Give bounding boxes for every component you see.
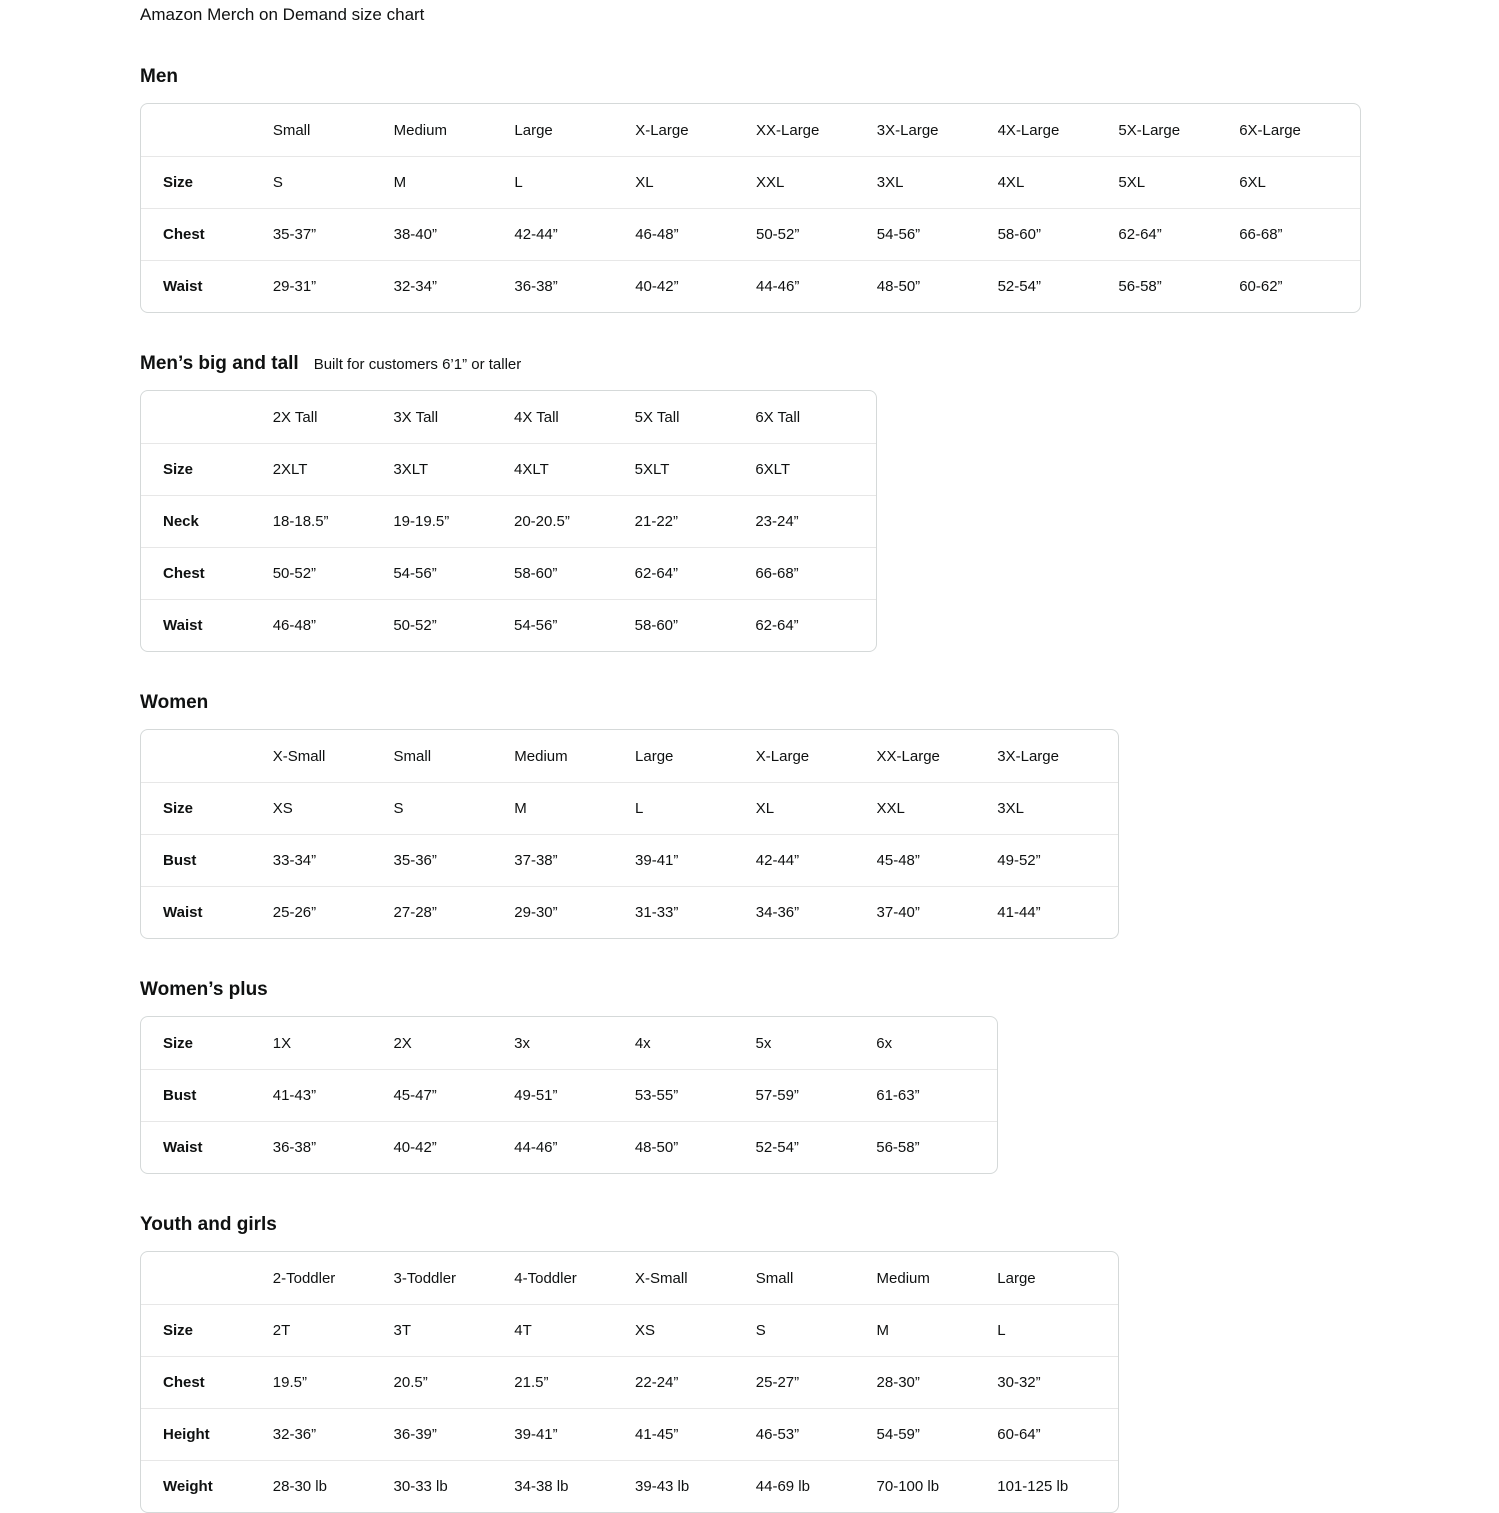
value-cell: 3T [393,1322,412,1339]
value-cell: 27-28” [393,904,437,921]
column-header-cell: 5X-Large [1118,121,1181,139]
column-header-cell: 3-Toddler [393,1269,457,1287]
size-table-mens-big-and-tall [140,390,877,652]
value-cell: 4XL [997,174,1025,191]
column-header-cell: Medium [876,1269,930,1287]
value-cell: 62-64” [755,617,799,634]
column-header-cell: 2-Toddler [272,1269,336,1287]
table-header-row [141,1252,1118,1304]
value-cell: 101-125 lb [997,1478,1069,1495]
value-cell: 52-54” [997,278,1041,295]
value-cell: 6XL [1239,174,1266,191]
value-cell: 33-34” [272,852,317,869]
value-cell: 28-30 lb [272,1478,327,1495]
column-header-cell: Small [272,121,311,139]
row-label-cell: Waist [163,278,203,295]
value-cell: 35-36” [393,852,437,869]
table-header-row [141,104,1360,156]
table-row-waist [141,260,1360,312]
value-cell: 41-44” [997,904,1041,921]
value-cell: 41-43” [272,1087,317,1104]
value-cell: 40-42” [635,278,679,295]
value-cell: 50-52” [393,617,437,634]
value-cell: 46-48” [635,226,679,243]
size-table-men [140,103,1361,313]
value-cell: XL [755,800,775,817]
value-cell: 2XLT [272,461,308,478]
row-label-cell: Weight [163,1478,213,1495]
value-cell: 20.5” [393,1374,428,1391]
value-cell: 44-46” [514,1139,558,1156]
value-cell: 41-45” [635,1426,679,1443]
value-cell: 56-58” [876,1139,920,1156]
value-cell: 2T [272,1322,291,1339]
value-cell: 22-24” [635,1374,679,1391]
value-cell: 25-27” [755,1374,800,1391]
section-heading-womens-plus: Women’s plus [140,979,268,1000]
value-cell: 70-100 lb [876,1478,940,1495]
value-cell: XS [272,800,293,817]
column-header-cell: 4X Tall [514,408,559,426]
value-cell: 23-24” [755,513,799,530]
value-cell: 50-52” [272,565,317,582]
section-heading-row-mens-big-and-tall [140,353,1499,375]
value-cell: 6x [876,1034,893,1052]
value-cell: S [272,174,283,191]
value-cell: M [876,1322,890,1339]
table-row-size [141,443,876,495]
value-cell: 2X [393,1034,412,1052]
table-row-waist [141,599,876,651]
value-cell: XXL [756,174,785,191]
row-label-cell: Size [163,461,194,478]
value-cell: XL [635,174,654,191]
value-cell: 61-63” [876,1087,920,1104]
section-heading-row-women [140,692,1499,714]
value-cell: 62-64” [1118,226,1162,243]
value-cell: 30-32” [997,1374,1041,1391]
table-row-chest [141,1356,1118,1408]
value-cell: 36-38” [514,278,558,295]
value-cell: 54-56” [514,617,558,634]
value-cell: 6XLT [755,461,791,478]
value-cell: L [997,1322,1006,1339]
value-cell: 58-60” [634,617,679,634]
value-cell: 57-59” [755,1087,799,1104]
value-cell: 34-36” [755,904,800,921]
column-header-cell: 6X Tall [755,408,801,426]
value-cell: XS [635,1322,656,1339]
column-header-cell: 5X Tall [634,408,680,426]
value-cell: 5XLT [634,461,670,478]
value-cell: 66-68” [755,565,799,582]
value-cell: 36-38” [272,1139,317,1156]
table-row-weight [141,1460,1118,1512]
value-cell: 46-48” [272,617,317,634]
value-cell: 58-60” [997,226,1041,243]
table-row-neck [141,495,876,547]
table-header-row [141,391,876,443]
column-header-cell: Small [755,1269,794,1287]
value-cell: 54-59” [876,1426,920,1443]
column-header-cell: XX-Large [756,121,820,139]
table-row-waist [141,886,1118,938]
value-cell: 5XL [1118,174,1146,191]
value-cell: 3x [514,1034,530,1052]
section-heading-women: Women [140,692,209,713]
value-cell: 52-54” [755,1139,799,1156]
size-table-womens-plus [140,1016,998,1174]
column-header-cell: X-Large [755,747,810,765]
value-cell: 34-38 lb [514,1478,569,1495]
value-cell: M [514,800,527,817]
section-heading-youth-and-girls: Youth and girls [140,1214,277,1235]
value-cell: 4T [514,1322,532,1339]
value-cell: 21-22” [634,513,679,530]
section-heading-row-men [140,66,1499,88]
table-row-height [141,1408,1118,1460]
value-cell: 66-68” [1239,226,1283,243]
column-header-cell: 3X Tall [393,408,439,426]
row-label-cell: Chest [163,226,205,243]
value-cell: XXL [876,800,905,817]
value-cell: 44-46” [756,278,800,295]
table-row-bust [141,1069,997,1121]
size-table-women [140,729,1119,939]
value-cell: 21.5” [514,1374,549,1391]
value-cell: 48-50” [876,278,921,295]
value-cell: 32-34” [393,278,437,295]
section-heading-men: Men [140,66,178,87]
column-header-cell: X-Small [635,1269,688,1287]
value-cell: 62-64” [634,565,679,582]
column-header-cell: Large [997,1269,1036,1287]
section-subtitle-mens-big-and-tall: Built for customers 6’1” or taller [313,356,522,373]
table-row-waist [141,1121,997,1173]
value-cell: 50-52” [756,226,800,243]
column-header-cell: Medium [514,747,568,765]
column-header-cell: Large [514,121,553,139]
value-cell: 31-33” [635,904,679,921]
value-cell: 37-40” [876,904,920,921]
value-cell: 5x [755,1034,772,1052]
table-row-bust [141,834,1118,886]
row-label-cell: Bust [163,852,197,869]
column-header-cell: Large [635,747,674,765]
column-header-cell: 4X-Large [997,121,1060,139]
row-label-cell: Size [163,800,194,817]
value-cell: 39-41” [635,852,679,869]
row-label-cell: Size [163,174,194,191]
value-cell: 25-26” [272,904,317,921]
column-header-cell: X-Large [635,121,689,139]
row-label-cell: Height [163,1426,210,1443]
value-cell: 19-19.5” [393,513,450,530]
value-cell: 36-39” [393,1426,437,1443]
value-cell: 18-18.5” [272,513,329,530]
row-label-cell: Chest [163,1374,205,1391]
table-row-size [141,782,1118,834]
size-chart-sections [140,66,1499,1513]
row-label-cell: Size [163,1322,194,1339]
column-header-cell: 6X-Large [1239,121,1301,139]
row-label-cell: Size [163,1034,194,1052]
value-cell: 3XLT [393,461,429,478]
row-label-cell: Neck [163,513,199,530]
table-row-size [141,1017,997,1069]
value-cell: 39-43 lb [635,1478,690,1495]
section-heading-row-womens-plus [140,979,1499,1001]
value-cell: L [514,174,523,191]
value-cell: L [635,800,644,817]
value-cell: 32-36” [272,1426,317,1443]
section-heading-row-youth-and-girls [140,1214,1499,1236]
value-cell: 30-33 lb [393,1478,448,1495]
value-cell: 4XLT [514,461,549,478]
value-cell: 45-48” [876,852,920,869]
value-cell: 3XL [876,174,904,191]
value-cell: 40-42” [393,1139,437,1156]
column-header-cell: Small [393,747,432,765]
size-table-youth-and-girls [140,1251,1119,1513]
value-cell: 54-56” [393,565,437,582]
value-cell: 38-40” [393,226,437,243]
value-cell: 37-38” [514,852,558,869]
value-cell: 60-64” [997,1426,1041,1443]
value-cell: 42-44” [514,226,558,243]
column-header-cell: X-Small [272,747,326,765]
value-cell: 44-69 lb [755,1478,810,1495]
value-cell: 29-30” [514,904,558,921]
table-row-size [141,156,1360,208]
value-cell: M [393,174,407,191]
value-cell: S [393,800,404,817]
value-cell: 1X [272,1034,292,1052]
value-cell: 54-56” [876,226,921,243]
column-header-cell: 2X Tall [272,408,318,426]
value-cell: 28-30” [876,1374,920,1391]
value-cell: 53-55” [634,1087,679,1104]
value-cell: 60-62” [1239,278,1283,295]
table-row-chest [141,208,1360,260]
column-header-cell: 3X-Large [876,121,939,139]
value-cell: 48-50” [634,1139,679,1156]
value-cell: 35-37” [272,226,317,243]
value-cell: 58-60” [514,565,558,582]
value-cell: 19.5” [272,1374,307,1391]
section-heading-mens-big-and-tall: Men’s big and tall [140,353,299,374]
value-cell: 29-31” [272,278,317,295]
row-label-cell: Waist [163,904,203,921]
table-header-row [141,730,1118,782]
value-cell: S [755,1322,766,1339]
column-header-cell: Medium [393,121,447,139]
value-cell: 3XL [997,800,1024,817]
value-cell: 49-51” [514,1087,558,1104]
value-cell: 4x [634,1034,651,1052]
value-cell: 49-52” [997,852,1041,869]
row-label-cell: Waist [163,617,203,634]
value-cell: 56-58” [1118,278,1162,295]
row-label-cell: Bust [163,1087,197,1104]
column-header-cell: 4-Toddler [514,1269,577,1287]
value-cell: 42-44” [755,852,800,869]
page-title: Amazon Merch on Demand size chart [140,5,425,24]
table-row-size [141,1304,1118,1356]
value-cell: 39-41” [514,1426,558,1443]
value-cell: 45-47” [393,1087,437,1104]
row-label-cell: Waist [163,1139,203,1156]
row-label-cell: Chest [163,565,205,582]
column-header-cell: XX-Large [876,747,940,765]
value-cell: 46-53” [755,1426,800,1443]
table-row-chest [141,547,876,599]
value-cell: 20-20.5” [514,513,570,530]
column-header-cell: 3X-Large [997,747,1059,765]
